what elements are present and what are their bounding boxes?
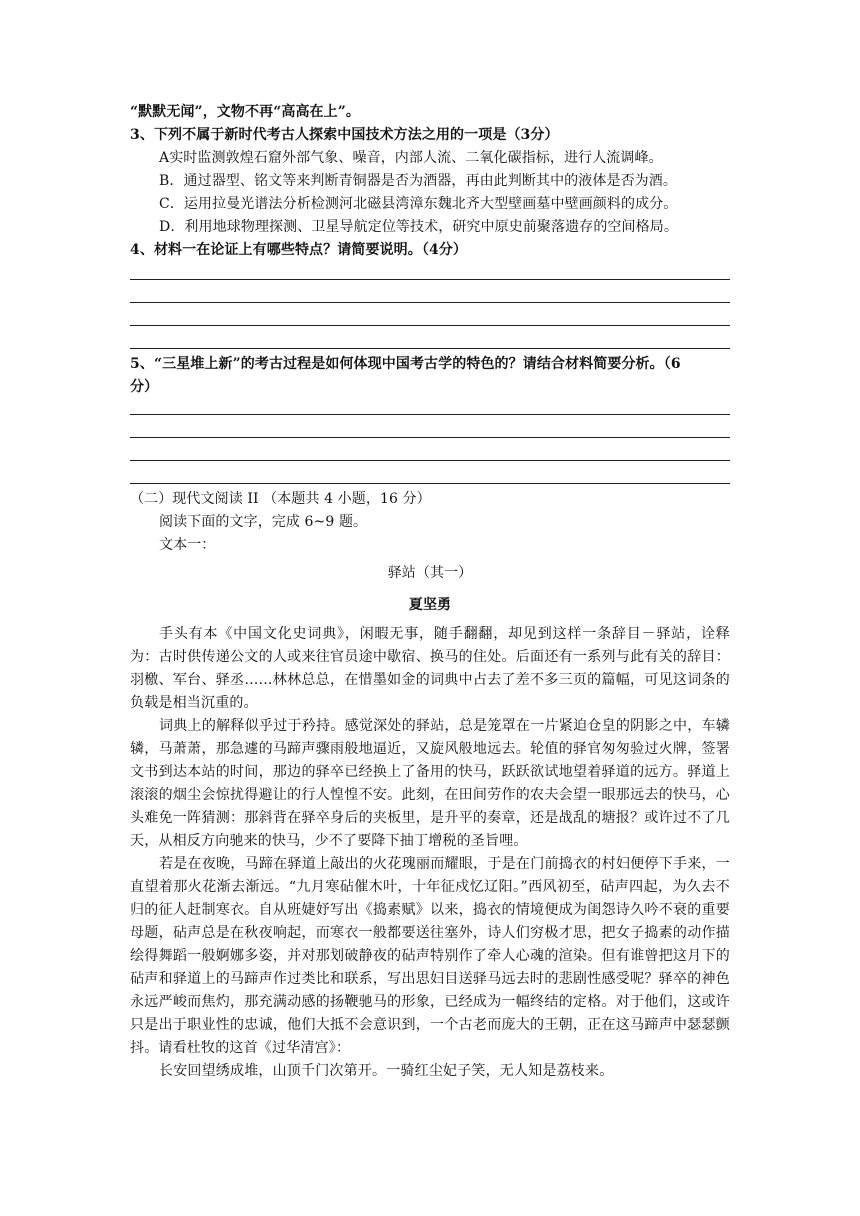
poem-line: 长安回望绣成堆，山顶千门次第开。一骑红尘妃子笑，无人知是荔枝来。 (159, 1063, 614, 1079)
section-heading: （二）现代文阅读 II （本题共 4 小题，16 分） (130, 491, 431, 507)
text-label: 文本一： (159, 537, 216, 553)
q4-stem: 4、材料一在论证上有哪些特点？请简要说明。（4分） (130, 242, 467, 258)
q5-answer-line-2 (130, 437, 730, 438)
q4-answer-line-4 (130, 348, 730, 349)
q5-stem-line-1: 5、“三星堆上新”的考古过程是如何体现中国考古学的特色的？请结合材料简要分析。（6 (130, 356, 681, 372)
q4-answer-line-1 (130, 279, 730, 280)
q5-stem-line-2: 分） (130, 379, 159, 395)
q3-option-c: C．运用拉曼光谱法分析检测河北磁县湾漳东魏北齐大型壁画墓中壁画颜料的成分。 (159, 196, 678, 212)
q5-answer-line-1 (130, 414, 730, 415)
paragraph-2: 词典上的解释似乎过于矜持。感觉深处的驿站，总是笼罩在一片紧迫仓皇的阴影之中，车辚辚，马萧萧，那急遽的马蹄声骤雨般地逼近，又旋风般地远去。轮值的驿官匆匆验过火牌，签署文书到达本站的时间，那边的驿卒已经换上了备用的快马，跃跃欲试地望着驿道的远方。驿道上滚滚的烟尘会惊扰得避让的行人惶惶不安。此刻，在田间劳作的农夫会望一眼那远去的快马，心头难免一阵猜测：那斜背在驿卒身后的夹板里，是升平的奏章，还是战乱的塘报？或许过不了几天，从相反方向驰来的快马，少不了要降下抽丁增税的圣旨哩。 (130, 718, 730, 849)
q3-stem: 3、下列不属于新时代考古人探索中国技术方法之用的一项是（3分） (130, 127, 559, 143)
top-line: “默默无闻”，文物不再“高高在上”。 (130, 104, 361, 120)
q3-option-b: B．通过器型、铭文等来判断青铜器是否为酒器，再由此判断其中的液体是否为酒。 (159, 173, 677, 189)
q4-answer-line-2 (130, 302, 730, 303)
q4-answer-line-3 (130, 325, 730, 326)
paragraph-3: 若是在夜晚，马蹄在驿道上敲出的火花瑰丽而耀眼，于是在门前捣衣的村妇便停下手来，一直望着那火花渐去渐远。“九月寒砧催木叶，十年征戍忆辽阳。”西风初至，砧声四起，为久去不归的征人赶制寒衣。自从班婕妤写出《捣素赋》以来，捣衣的情境便成为闺怨诗久吟不衰的重要母题，砧声总是在秋夜响起，而寒衣一般都要送往塞外，诗人们穷极才思，把女子捣素的动作描绘得舞蹈一般婀娜多姿，并对那划破静夜的砧声特别作了牵人心魂的渲染。但有谁曾把这月下的砧声和驿道上的马蹄声作过类比和联系，写出思妇目送驿马远去时的悲剧性感受呢？驿卒的神色永远严峻而焦灼，那充满动感的扬鞭驰马的形象，已经成为一幅终结的定格。对于他们，这或许只是出于职业性的忠诚，他们大抵不会意识到，一个古老而庞大的王朝，正在这马蹄声中瑟瑟颤抖。请看杜牧的这首《过华清宫》： (130, 856, 730, 1056)
article-title: 驿站（其一） (387, 565, 473, 581)
q5-answer-line-4 (130, 483, 730, 484)
section-instruction: 阅读下面的文字，完成 6~9 题。 (159, 514, 368, 530)
q5-answer-line-3 (130, 460, 730, 461)
q3-option-d: D．利用地球物理探测、卫星导航定位等技术，研究中原史前聚落遗存的空间格局。 (159, 219, 678, 235)
q3-option-a: A实时监测敦煌石窟外部气象、噪音，内部人流、二氧化碳指标，进行人流调峰。 (159, 150, 663, 166)
paragraph-1: 手头有本《中国文化史词典》，闲暇无事，随手翻翻，却见到这样一条辞目－驿站，诠释为：古时供传递公文的人或来往官员途中歇宿、换马的住处。后面还有一系列与此有关的辞目：羽檄、军台、驿丞……林林总总，在惜墨如金的词典中占去了差不多三页的篇幅，可见这词条的负载是相当沉重的。 (130, 626, 730, 711)
article-author: 夏坚勇 (408, 597, 452, 613)
article-body (130, 623, 730, 1083)
